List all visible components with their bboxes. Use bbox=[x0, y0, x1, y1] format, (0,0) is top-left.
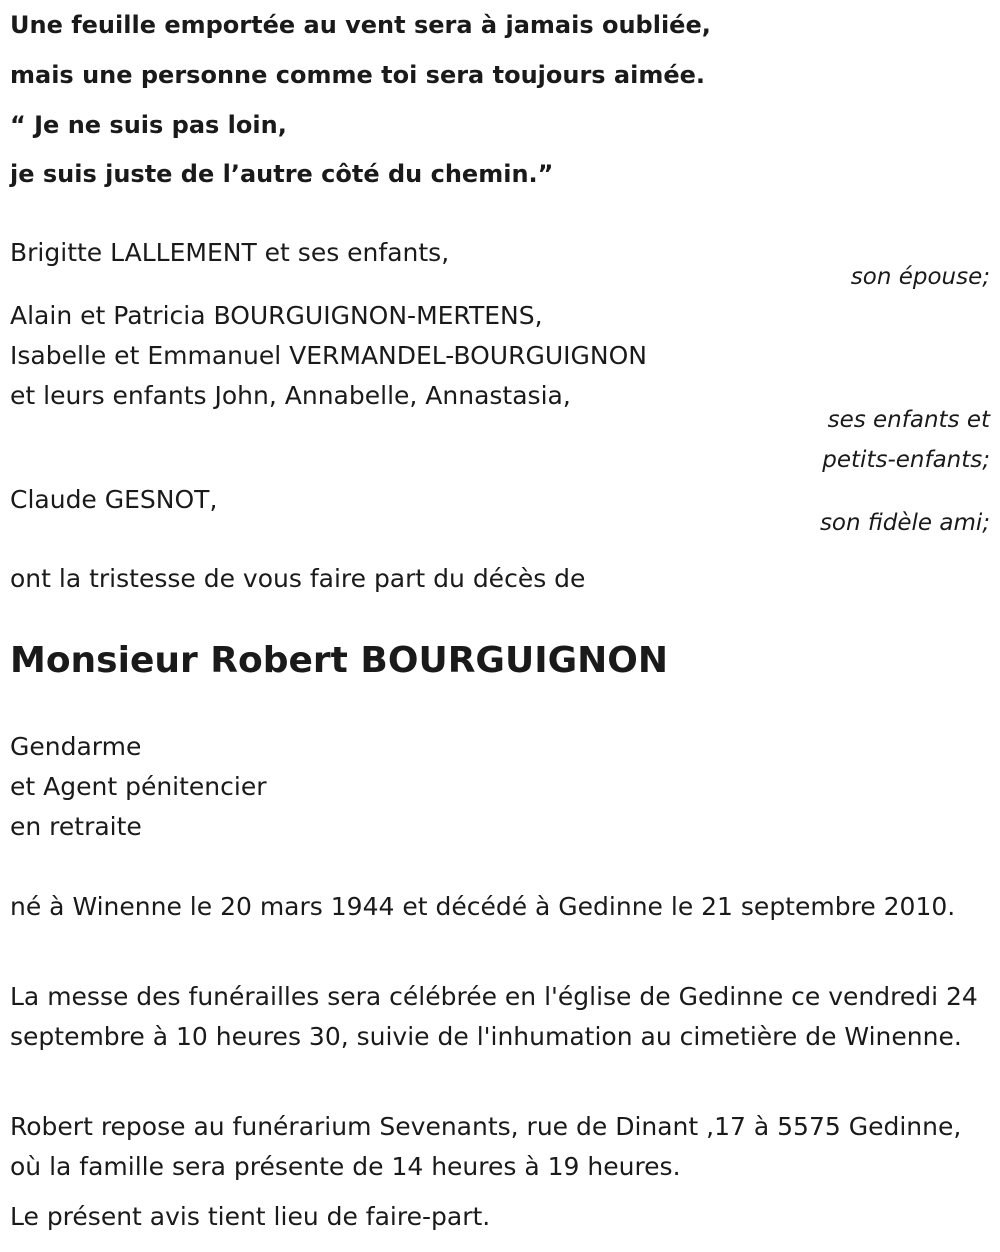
children-line-1: Alain et Patricia BOURGUIGNON-MERTENS, bbox=[10, 301, 543, 330]
children-role-line-2: petits-enfants; bbox=[822, 447, 990, 473]
wife-name: Brigitte LALLEMENT et ses enfants, bbox=[10, 238, 450, 267]
profession-line-3: en retraite bbox=[10, 812, 142, 841]
quote-line-4: je suis juste de l’autre côté du chemin.” bbox=[10, 160, 554, 188]
quote-line-3: “ Je ne suis pas loin, bbox=[10, 111, 287, 139]
announcement-text: ont la tristesse de vous faire part du décès de bbox=[10, 564, 586, 593]
birth-death-paragraph: né à Winenne le 20 mars 1944 et décédé à Gedinne le 21 septembre 2010. bbox=[10, 892, 956, 921]
friend-name: Claude GESNOT, bbox=[10, 485, 218, 514]
deceased-name: Monsieur Robert BOURGUIGNON bbox=[10, 640, 669, 681]
children-line-3: et leurs enfants John, Annabelle, Annastasia, bbox=[10, 381, 571, 410]
children-line-2: Isabelle et Emmanuel VERMANDEL-BOURGUIGNON bbox=[10, 341, 647, 370]
quote-line-2: mais une personne comme toi sera toujours aimée. bbox=[10, 61, 706, 89]
notice-paragraph: Le présent avis tient lieu de faire-part. bbox=[10, 1202, 491, 1231]
wife-role: son épouse; bbox=[850, 264, 990, 290]
quote-line-1: Une feuille emportée au vent sera à jamais oubliée, bbox=[10, 11, 711, 39]
profession-line-2: et Agent pénitencier bbox=[10, 772, 267, 801]
profession-line-1: Gendarme bbox=[10, 732, 142, 761]
rest-paragraph: Robert repose au funérarium Sevenants, rue de Dinant ,17 à 5575 Gedinne, où la famille sera présente de 14 heures à 19 heures. bbox=[10, 1112, 962, 1181]
children-role-line-1: ses enfants et bbox=[827, 407, 990, 433]
friend-role: son fidèle ami; bbox=[819, 510, 990, 536]
funeral-paragraph: La messe des funérailles sera célébrée en l'église de Gedinne ce vendredi 24 septembre à 10 heures 30, suivie de l'inhumation au cimetière de Winenne. bbox=[10, 982, 978, 1051]
